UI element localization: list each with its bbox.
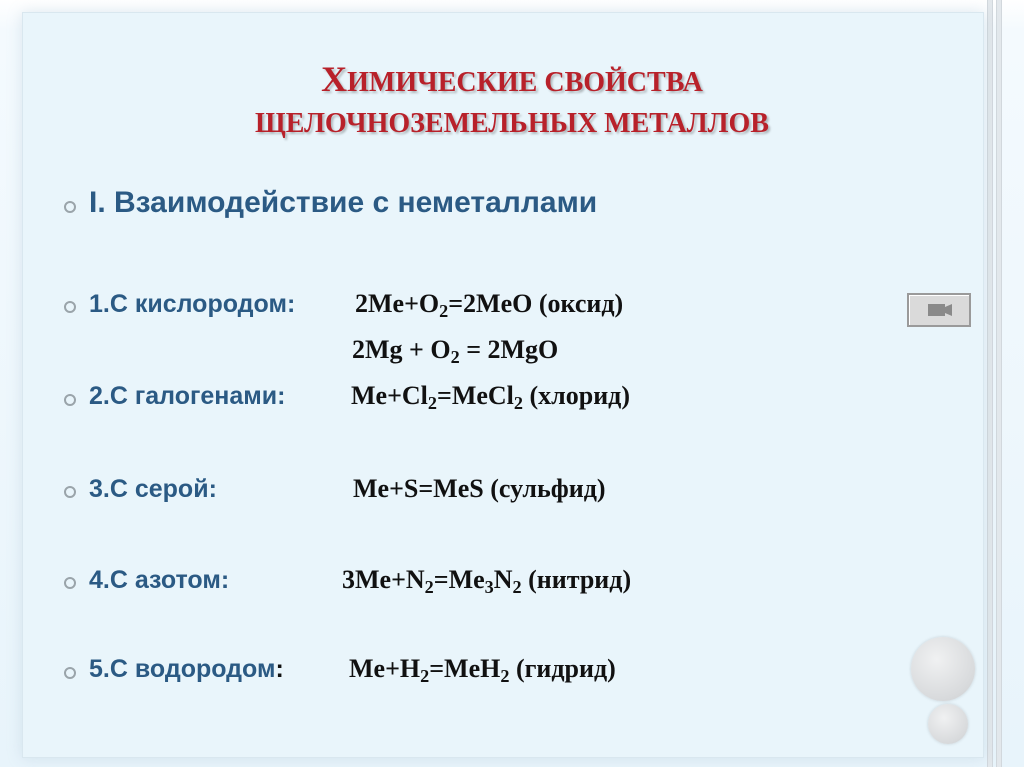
bullet-icon (64, 394, 76, 406)
bullet-icon (64, 301, 76, 313)
video-button[interactable] (907, 293, 971, 327)
bullet-icon (64, 667, 76, 679)
reaction-label-halogens: 2.С галогенами: (89, 382, 286, 410)
reaction-label-hydrogen: 5.С водородом: (89, 655, 284, 683)
bullet-icon (64, 577, 76, 589)
video-icon (909, 295, 969, 325)
reaction-example-magnesium: $2Mg + O_2 = 2MgO$ (352, 335, 559, 368)
nav-circle-icon (928, 704, 968, 744)
section-heading: I. Взаимодействие с неметаллами (89, 186, 598, 219)
slide-title-line-1: ХИМИЧЕСКИЕ СВОЙСТВА (321, 59, 703, 99)
nav-circle-icon (911, 637, 975, 701)
reaction-equation-nitrogen: $3Me+N_2=Me_3N_2$ (нитрид) (342, 565, 632, 598)
reaction-label-sulfur: 3.С серой: (89, 475, 217, 503)
reaction-equation-sulfur: Me+S=MeS (сульфид) (353, 474, 606, 503)
reaction-equation-hydrogen: $Me+H_2=MeH_2$ (гидрид) (349, 654, 616, 687)
reaction-equation-oxygen: $2Me+O_2=2MeO$ (оксид) (355, 289, 624, 322)
bullet-icon (64, 201, 76, 213)
reaction-label-oxygen: 1.С кислородом: (89, 290, 296, 318)
reaction-label-nitrogen: 4.С азотом: (89, 566, 230, 594)
reaction-equation-halogens: $Me+Cl_2=MeCl_2$ (хлорид) (351, 381, 630, 414)
slide-title-line-2: ЩЕЛОЧНОЗЕМЕЛЬНЫХ МЕТАЛЛОВ (255, 108, 769, 139)
bullet-icon (64, 486, 76, 498)
